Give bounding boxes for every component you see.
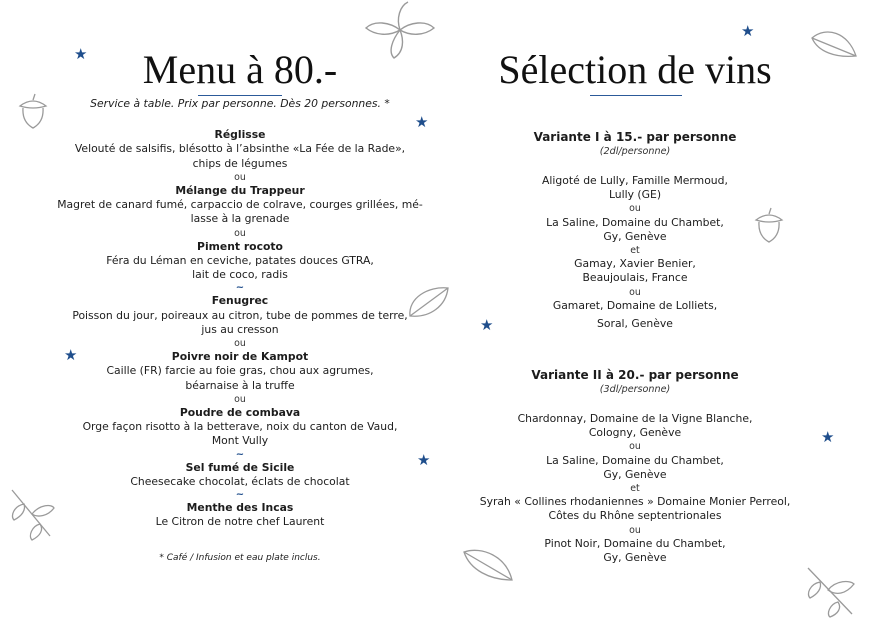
course-description: Caille (FR) farcie au foie gras, chou aux agrumes, [106, 364, 374, 378]
separator-or: ou [629, 286, 641, 298]
course-name: Poivre noir de Kampot [171, 350, 309, 364]
leaf-branch-icon [800, 562, 862, 618]
course-name: Mélange du Trappeur [175, 184, 305, 198]
wine-line: Gy, Genève [603, 229, 667, 243]
menu-subtitle: Service à table. Prix par personne. Dès 20 personnes. * [90, 97, 390, 110]
menu-title-underline [198, 95, 282, 96]
separator-or: ou [234, 227, 246, 239]
wine-line: La Saline, Domaine du Chambet, [546, 215, 724, 229]
star-icon: ★ [821, 428, 835, 446]
wine-line: Lully (GE) [608, 188, 662, 202]
course-description: Le Citron de notre chef Laurent [155, 515, 325, 529]
wine-line: Gy, Genève [603, 467, 667, 481]
menu-footnote: * Café / Infusion et eau plate inclus. [159, 553, 321, 564]
course-description: Velouté de salsifis, blésotto à l’absinthe «La Fée de la Rade», [74, 142, 406, 156]
course-description: Mont Vully [211, 434, 269, 448]
separator-or: ou [234, 171, 246, 183]
wines-title: Sélection de vins [498, 47, 772, 92]
course-description: béarnaise à la truffe [185, 378, 295, 392]
course-description: Magret de canard fumé, carpaccio de colrave, courges grillées, mé- [57, 198, 423, 212]
course-description: lait de coco, radis [192, 268, 288, 282]
wine-line: Côtes du Rhône septentrionales [548, 509, 722, 523]
wine-variant-1 [455, 129, 815, 334]
menu-column [40, 97, 440, 566]
wine-variant-2 [455, 367, 815, 565]
variant-title: Variante II à 20.- par personne [531, 368, 739, 382]
wine-line: Soral, Genève [597, 317, 673, 331]
wine-line: La Saline, Domaine du Chambet, [546, 453, 724, 467]
separator-and: et [630, 245, 640, 257]
course-description: Cheesecake chocolat, éclats de chocolat [130, 474, 350, 488]
wine-line: Chardonnay, Domaine de la Vigne Blanche, [517, 412, 753, 425]
course-description: chips de légumes [192, 156, 288, 170]
course-name: Sel fumé de Sicile [185, 460, 295, 474]
wine-line: Aligoté de Lully, Famille Mermoud, [542, 174, 728, 187]
course-name: Menthe des Incas [186, 501, 294, 515]
variant-subtitle: (3dl/personne) [599, 384, 671, 395]
course-description: Poisson du jour, poireaux au citron, tube de pommes de terre, [72, 308, 408, 322]
leaf-icon [808, 28, 860, 62]
variant-title: Variante I à 15.- par personne [533, 130, 737, 144]
wines-title-underline [590, 95, 682, 96]
star-icon: ★ [480, 316, 494, 334]
course-description: jus au cresson [201, 322, 279, 336]
separator-and: et [630, 483, 640, 495]
separator-or: ou [234, 393, 246, 405]
wine-line: Pinot Noir, Domaine du Chambet, [544, 536, 726, 550]
separator-tilde: ~ [235, 282, 245, 294]
wine-line: Beaujoulais, France [582, 271, 688, 285]
wine-line: Cologny, Genève [588, 426, 682, 440]
wine-line: Gamaret, Domaine de Lolliets, [552, 298, 718, 312]
separator-tilde: ~ [235, 489, 245, 501]
separator-or: ou [234, 338, 246, 350]
course-name: Réglisse [214, 128, 266, 142]
menu-title: Menu à 80.- [142, 47, 338, 92]
separator-or: ou [629, 441, 641, 453]
star-icon: ★ [741, 22, 755, 40]
separator-or: ou [629, 524, 641, 536]
star-icon: ★ [415, 113, 429, 131]
star-icon: ★ [417, 451, 431, 469]
wine-line: Syrah « Collines rhodaniennes » Domaine Monier Perreol, [479, 495, 791, 509]
star-icon: ★ [74, 45, 88, 63]
course-name: Fenugrec [211, 294, 269, 308]
course-description: lasse à la grenade [190, 212, 290, 226]
star-icon: ★ [64, 346, 78, 364]
variant-subtitle: (2dl/personne) [599, 146, 671, 157]
wine-line: Gamay, Xavier Benier, [574, 257, 696, 271]
course-description: Féra du Léman en ceviche, patates douces GTRA, [106, 254, 374, 268]
course-name: Piment rocoto [197, 239, 283, 253]
course-description: Orge façon risotto à la betterave, noix du canton de Vaud, [82, 420, 398, 434]
separator-or: ou [629, 203, 641, 215]
course-name: Poudre de combava [179, 406, 301, 420]
wine-line: Gy, Genève [603, 551, 667, 565]
separator-tilde: ~ [235, 448, 245, 460]
